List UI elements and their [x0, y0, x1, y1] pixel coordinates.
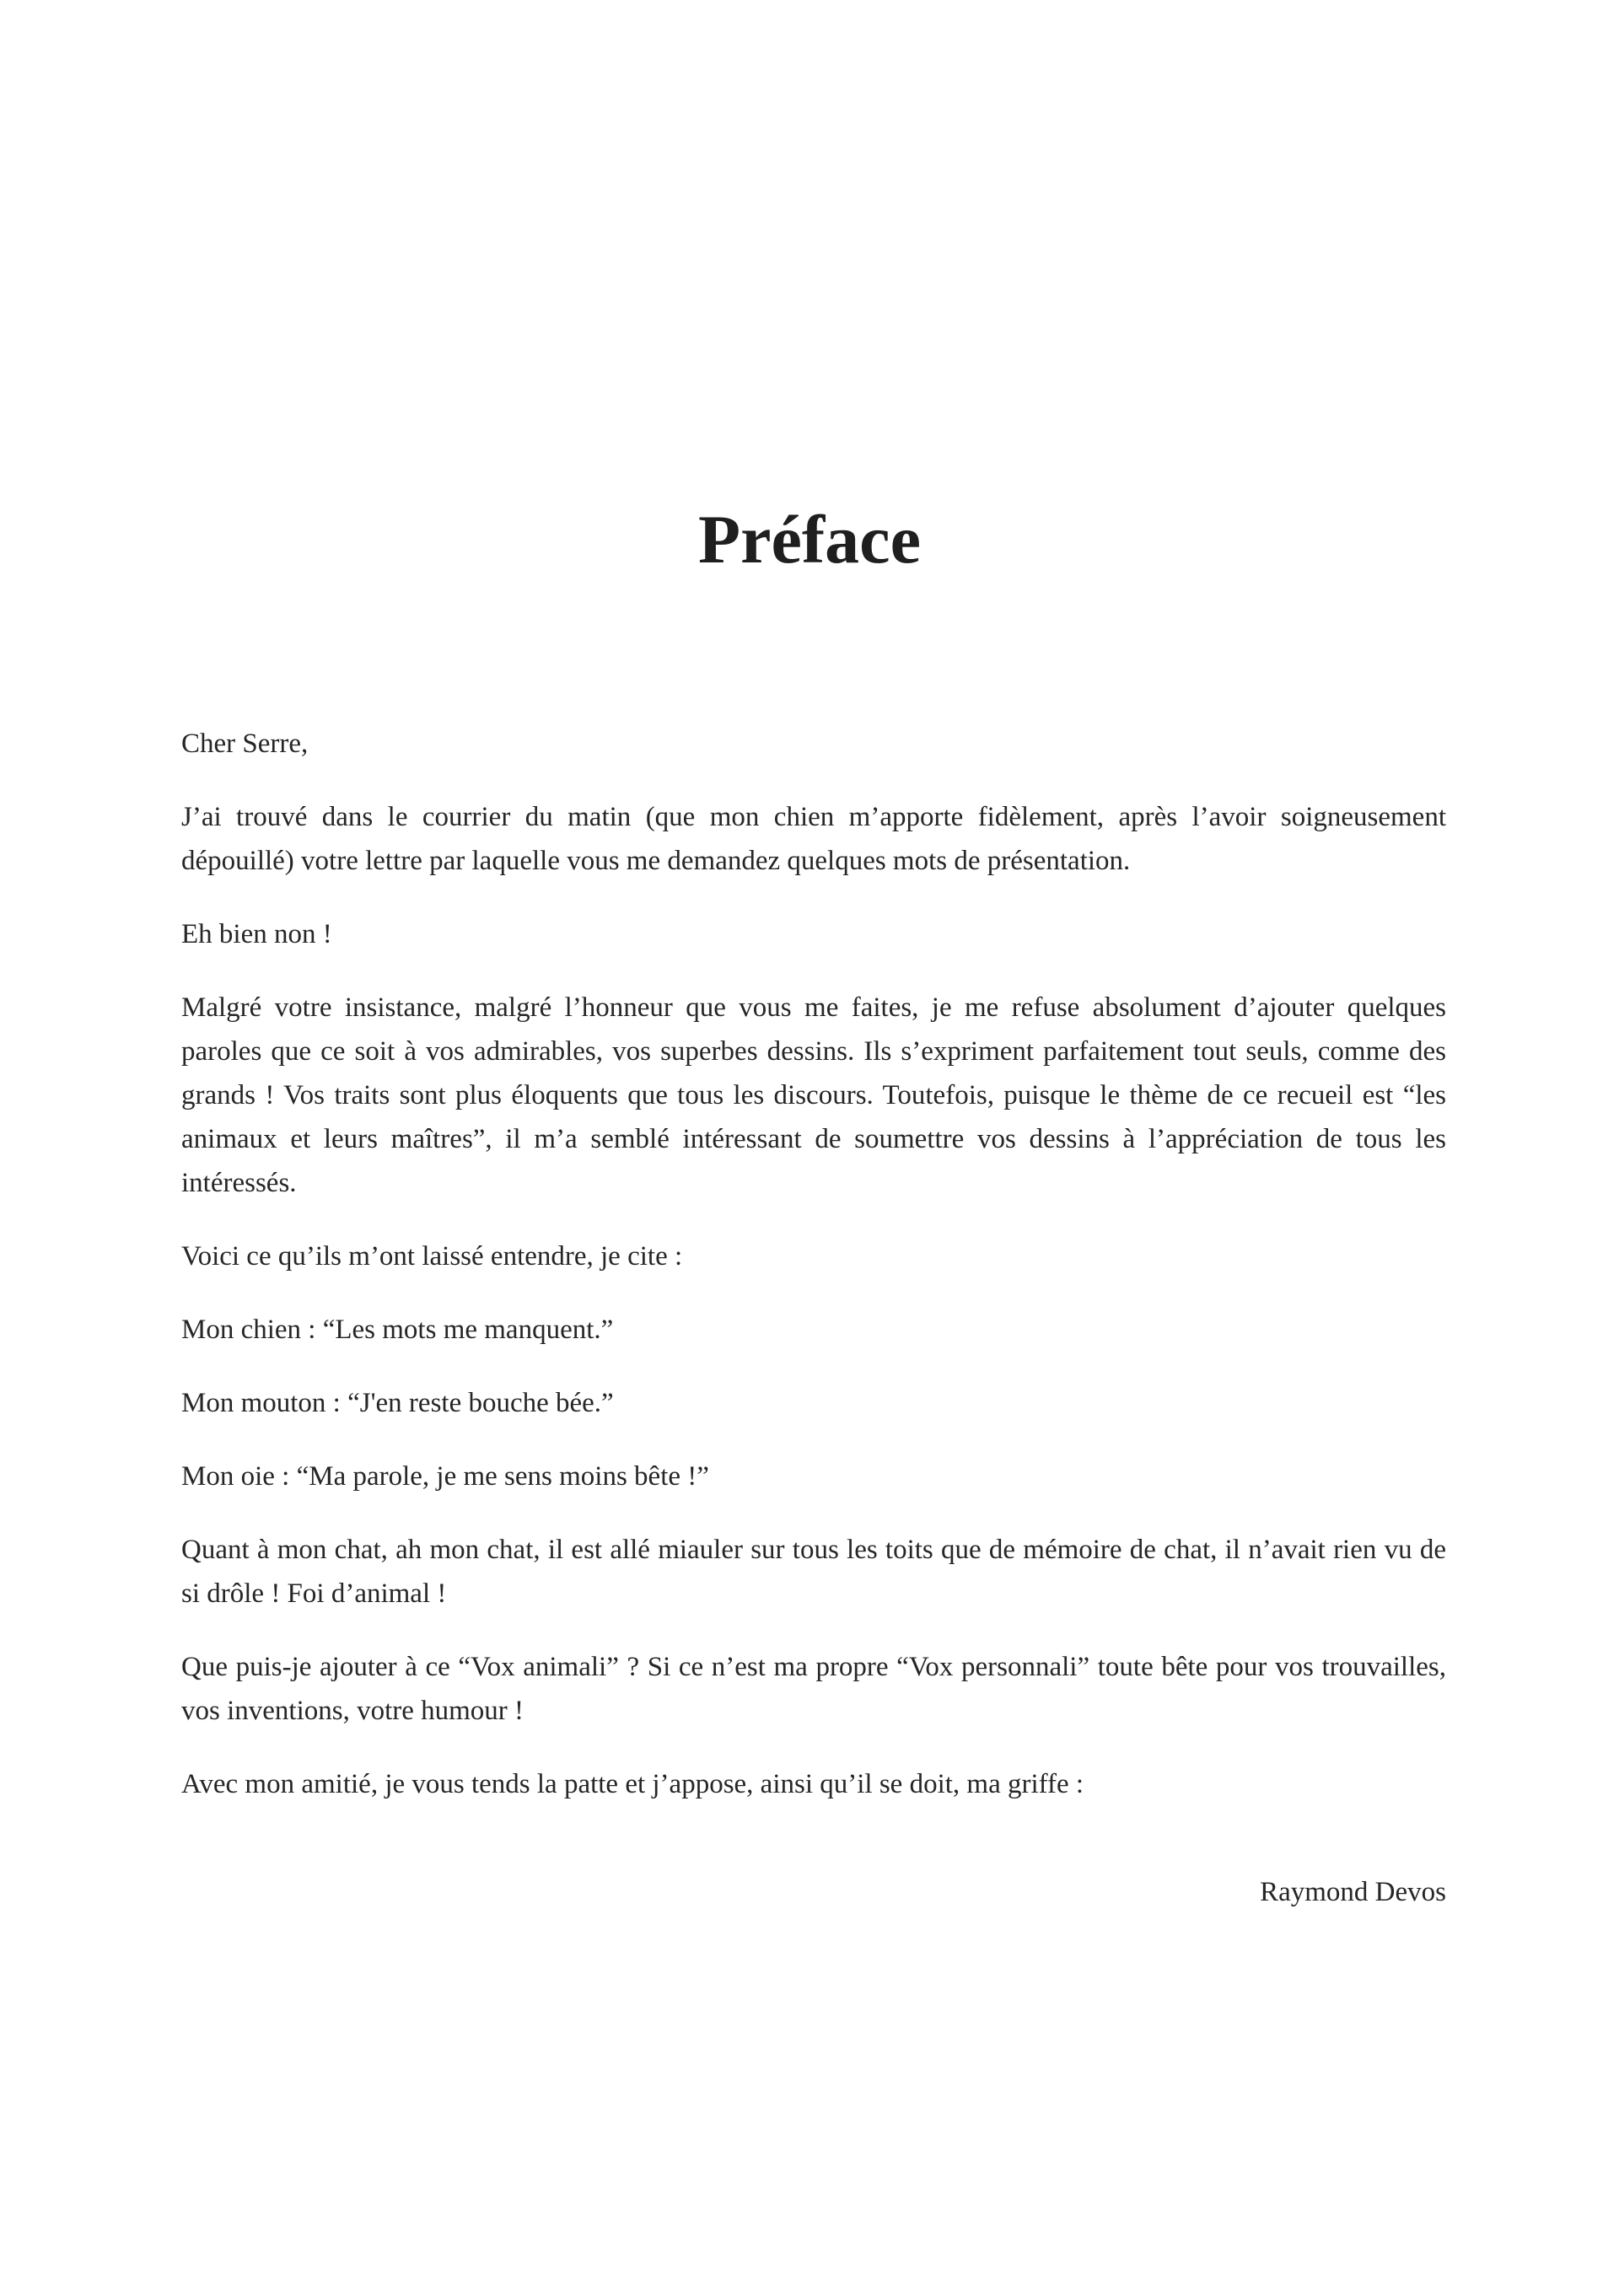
paragraph: Malgré votre insistance, malgré l’honneur que vous me faites, je me refuse absolument d’ajouter quelques paroles que ce soit à vos admirables, vos superbes dessins. Ils s’expriment parfaitement tout seuls, comme des grands ! Vos traits sont plus éloquents que tous les discours. Toutefois, puisque le thème de ce recueil est “les animaux et leurs maîtres”, il m’a semblé intéressant de soumettre vos dessins à l’appréciation de tous les intéressés.	[181, 992, 1446, 1198]
letter-body	[181, 722, 1446, 1836]
paragraph: Voici ce qu’ils m’ont laissé entendre, je cite :	[181, 1241, 683, 1272]
paragraph: Avec mon amitié, je vous tends la patte et j’appose, ainsi qu’il se doit, ma griffe :	[181, 1769, 1084, 1799]
signature: Raymond Devos	[1260, 1877, 1446, 1907]
paragraph: J’ai trouvé dans le courrier du matin (que mon chien m’apporte fidèlement, après l’avoir soigneusement dépouillé) votre lettre par laquelle vous me demandez quelques mots de présentation.	[181, 802, 1446, 876]
salutation: Cher Serre,	[181, 729, 309, 759]
paragraph: Eh bien non !	[181, 919, 332, 949]
paragraph: Mon mouton : “J'en reste bouche bée.”	[181, 1388, 614, 1418]
paragraph: Quant à mon chat, ah mon chat, il est allé miauler sur tous les toits que de mémoire de chat, il n’avait rien vu de si drôle ! Foi d’animal !	[181, 1535, 1446, 1609]
page-title: Préface	[698, 501, 921, 578]
paragraph: Que puis-je ajouter à ce “Vox animali” ? Si ce n’est ma propre “Vox personnali” toute bête pour vos trouvailles, vos inventions, votre humour !	[181, 1652, 1446, 1726]
paragraph: Mon chien : “Les mots me manquent.”	[181, 1315, 614, 1345]
paragraph: Mon oie : “Ma parole, je me sens moins bête !”	[181, 1461, 709, 1492]
